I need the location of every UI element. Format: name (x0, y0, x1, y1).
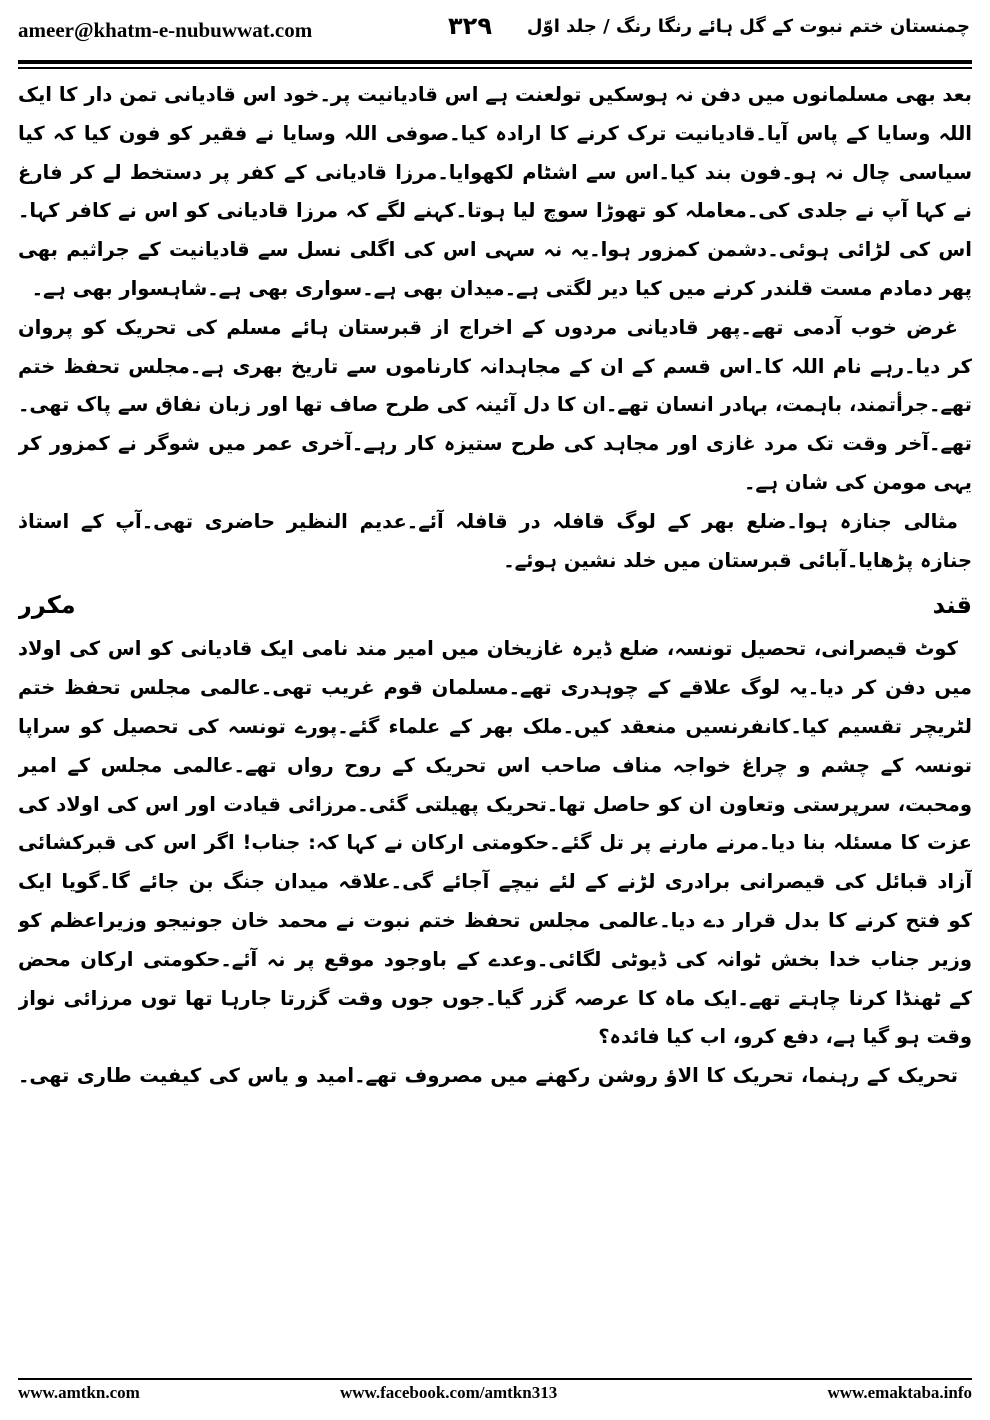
text-line: نے کہا آپ نے جلدی کی۔معاملہ کو تھوڑا سوچ لیا ہوتا۔کہنے لگے کہ مرزا قادیانی کو اس نے کافر کہا۔ (18, 199, 972, 223)
footer-rule (18, 1378, 972, 1380)
text-line: کر دیا۔رہے نام اللہ کا۔اس قسم کے ان کے مجاہدانہ کارناموں سے تاریخ بھری ہے۔مجلس تحفظ ختم (18, 354, 972, 378)
text-line: کے ٹھنڈا کرنا چاہتے تھے۔ایک ماہ کا عرصہ گزر گیا۔جوں جوں وقت گزرتا جارہا تھا توں مرزائی نواز (18, 986, 972, 1010)
footer-link-emaktaba[interactable]: www.emaktaba.info (827, 1383, 972, 1402)
text-line: اللہ وسایا کے پاس آیا۔قادیانیت ترک کرنے کا ارادہ کیا۔صوفی اللہ وسایا نے فقیر کو فون کیا کہ کیا (18, 121, 972, 145)
footer-link-facebook[interactable]: www.facebook.com/amtkn313 (340, 1383, 558, 1402)
header-rule-thin (18, 67, 972, 69)
page-body (18, 76, 972, 1096)
text-line: بعد بھی مسلمانوں میں دفن نہ ہوسکیں تولعنت ہے اس قادیانیت پر۔خود اس قادیانی تمن دار کا ایک (18, 83, 972, 106)
header-rule-thick (18, 60, 972, 64)
text-line: پھر دمادم مست قلندر کرنے میں کیا دیر لگتی ہے۔میدان بھی ہے۔سواری بھی ہے۔شاہسوار بھی ہے۔ (31, 276, 972, 300)
book-title: چمنستان ختم نبوت کے گل ہائے رنگا رنگ / جلد اوّل (526, 16, 970, 37)
text-line: ومحبت، سرپرستی وتعاون ان کو حاصل تھا۔تحریک پھیلتی گئی۔مرزائی قیادت اور اس کی اولاد کی (18, 792, 972, 816)
text-line: سیاسی چال نہ ہو۔فون بند کیا۔اس سے اشٹام لکھوایا۔مرزا قادیانی کے کفر پر دستخط لے کر فارغ (18, 160, 972, 184)
text-line: میں دفن کر دیا۔یہ لوگ علاقے کے چوہدری تھے۔مسلمان قوم غریب تھی۔عالمی مجلس تحفظ ختم (18, 676, 972, 700)
text-line: تھے۔آخر وقت تک مرد غازی اور مجاہد کی طرح ستیزہ کار رہے۔آخری عمر میں شوگر نے کمزور کر (18, 432, 972, 456)
text-line: کو فتح کرنے کا بدل قرار دے دیا۔عالمی مجلس تحفظ ختم نبوت نے محمد خان جونیجو وزیراعظم کو (18, 908, 972, 932)
text-line: لٹریچر تقسیم کیا۔کانفرنسیں منعقد کیں۔ملک بھر کے علماء گئے۔پورے تونسہ کی تحصیل کو سراپا (18, 714, 972, 738)
text-line: کوٹ قیصرانی، تحصیل تونسہ، ضلع ڈیرہ غازیخان میں امیر مند نامی ایک قادیانی کو اس کی اولاد (18, 637, 958, 661)
text-line: اس کی لڑائی ہوئی۔دشمن کمزور ہوا۔یہ نہ سہی اس کی اگلی نسل سے قادیانیت کے جراثیم بھی (18, 238, 972, 262)
text-line: وقت ہو گیا ہے، دفع کرو، اب کیا فائدہ؟ (598, 1025, 972, 1049)
text-line: عزت کا مسئلہ بنا دیا۔مرنے مارنے پر تل گئے۔حکومتی ارکان نے کہا کہ: جناب! اگر اس کی قبرکشائی (18, 831, 972, 855)
text-line: جنازہ پڑھایا۔آبائی قبرستان میں خلد نشین ہوئے۔ (503, 548, 972, 572)
text-line: تھے۔جرأتمند، باہمت، بہادر انسان تھے۔ان کا دل آئینہ کی طرح صاف تھا اور زبان نفاق سے پاک تھی۔ (18, 393, 972, 417)
text-line: یہی مومن کی شان ہے۔ (743, 470, 972, 494)
section-heading: قند مکرر (18, 591, 972, 620)
text-line: تحریک کے رہنما، تحریک کا الاؤ روشن رکھنے میں مصروف تھے۔امید و یاس کی کیفیت طاری تھی۔ (18, 1064, 958, 1088)
page-number: ۳۲۹ (448, 12, 492, 40)
text-line: مثالی جنازہ ہوا۔ضلع بھر کے لوگ قافلہ در قافلہ آئے۔عدیم النظیر حاضری تھی۔آپ کے استاذ (18, 509, 958, 533)
text-line: غرض خوب آدمی تھے۔پھر قادیانی مردوں کے اخراج از قبرستان ہائے مسلم کی تحریک کو پروان (18, 315, 958, 339)
text-line: وزیر جناب خدا بخش ٹوانہ کی ڈیوٹی لگائی۔وعدے کے باوجود موقع پر نہ آئے۔حکومتی ارکان محض (18, 947, 972, 971)
text-line: تونسہ کے چشم و چراغ خواجہ مناف صاحب اس تحریک کے روح رواں تھے۔عالمی مجلس کے امیر (18, 753, 972, 777)
text-line: آزاد قبائل کی قیصرانی برادری لڑنے کے لئے نیچے آجائے گی۔علاقہ میدان جنگ بن جائے گا۔گویا ایک (18, 870, 972, 894)
header-email: ameer@khatm-e-nubuwwat.com (18, 18, 313, 42)
footer-link-amtkn[interactable]: www.amtkn.com (18, 1383, 140, 1402)
